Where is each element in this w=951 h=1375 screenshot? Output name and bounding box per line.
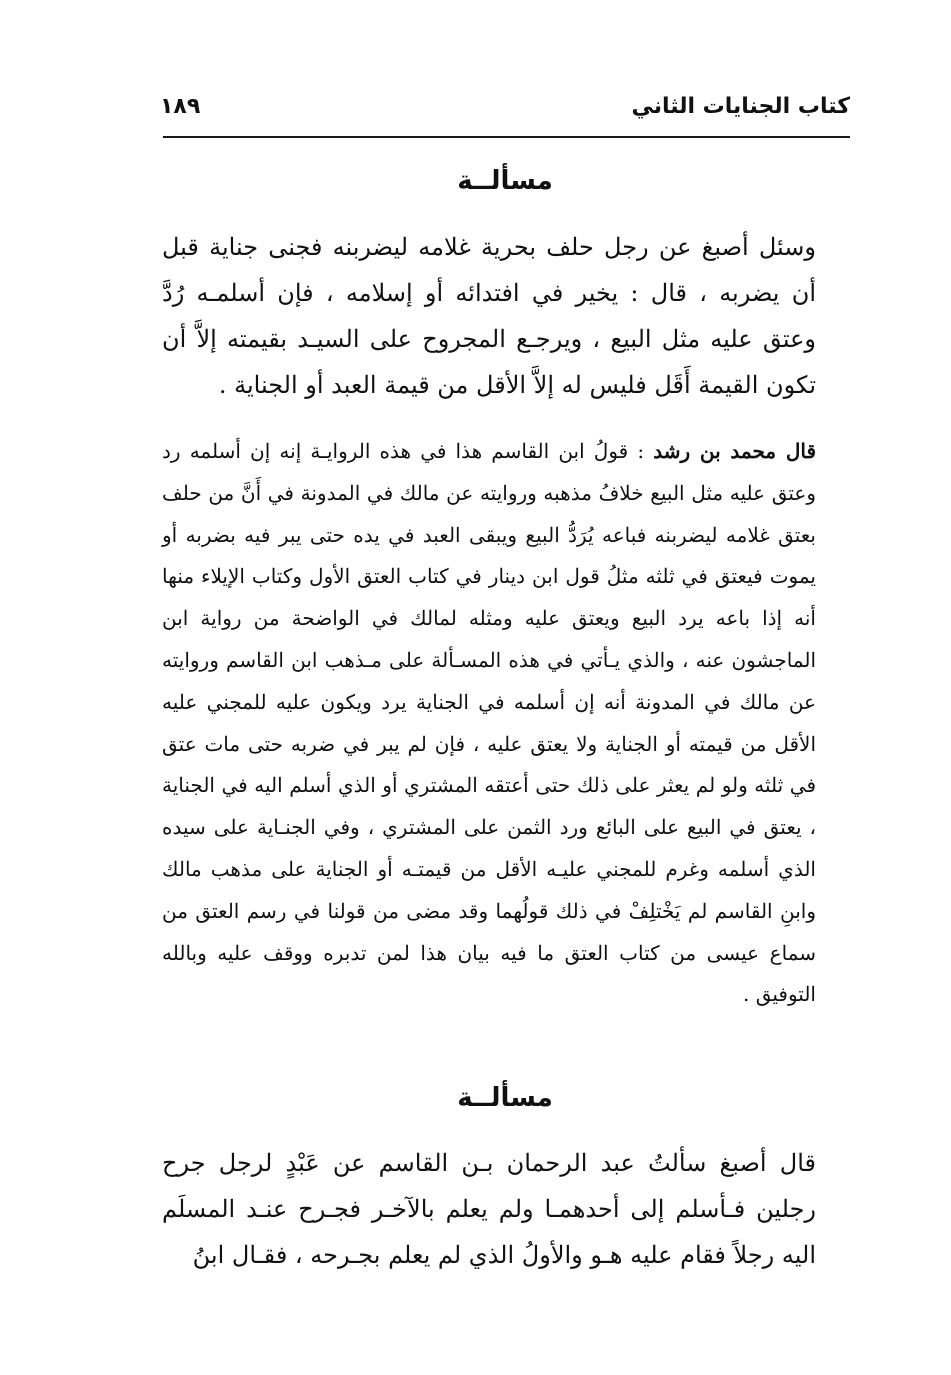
commentary-text: : قولُ ابن القاسم هذا في هذه الروايـة إنه إن أسلمه رد وعتق عليه مثل البيع خلافُ مذهبه وروايته عن مالك في المدونة في أَنَّ من حلف بعتق غلامه ليضربنه فباعه يُرَدُّ البيع ويبقى العبد في يده حتى يبر فيه بضربه أو يموت فيعتق في ثلثه مثلُ قول ابن دينار في كتاب العتق الأول وكتاب الإيلاء منها أنه إذا باعه يرد البيع ويعتق عليه ومثله لمالك في الواضحة من رواية ابن الماجشون عنه ، والذي يـأتي في هذه المسـألة على مـذهب ابن القاسم وروايته عن مالك في المدونة أنه إن أسلمه في الجناية يرد ويكون عليه للمجني عليه الأقل من قيمته أو الجناية ولا يعتق عليه ، فإن لم يبر في ضربه حتى مات عتق في ثلثه ولو لم يعثر على ذلك حتى أعتقه المشتري أو الذي أسلم اليه في الجناية ، يعتق في البيع على البائع ورد الثمن على المشتري ، وفي الجنـاية على سيده الذي أسلمه وغرم للمجني عليـه الأقل من قيمتـه أو الجناية على مذهب مالك وابنِ القاسم لم يَخْتلِفْ في ذلك قولُهما وقد مضى من قولنا في رسم العتق من سماع عيسى من كتاب العتق ما فيه بيان هذا لمن تدبره ووقف عليه وبالله التوفيق . [162,439,817,1007]
section-heading-1: مسألــة [457,166,553,196]
header-title: كتاب الجنايات الثاني [631,94,850,119]
running-header [160,90,850,130]
page-number: ١٨٩ [160,94,201,119]
commentary-paragraph [162,431,850,1016]
header-divider [163,136,850,138]
question-paragraph-2: قال أصبغ سألتُ عبد الرحمان بـن القاسم عن عَبْدٍ لرجل جرح رجلين فـأسلم إلى أحدهمـا ولم يعلم بالآخـر فجـرح عنـد المسلَم اليه رجلاً فقام عليه هـو والأولُ الذي لم يعلم بجـرحه ، فقـال ابنُ [162,1149,816,1269]
question-paragraph-1: وسئل أصبغ عن رجل حلف بحرية غلامه ليضربنه فجنى جناية قبل أن يضربه ، قال : يخير في افتدائه أو إسلامه ، فإن أسلمـه رُدَّ وعتق عليه مثل البيع ، ويرجـع المجروح على السيـد بقيمته إلاَّ أن تكون القيمة أَقَل فليس له إلاَّ الأقل من قيمة العبد أو الجناية . [162,233,816,399]
section-heading-2: مسألــة [457,1083,553,1113]
commentary-speaker: قال محمد بن رشد [653,439,817,463]
